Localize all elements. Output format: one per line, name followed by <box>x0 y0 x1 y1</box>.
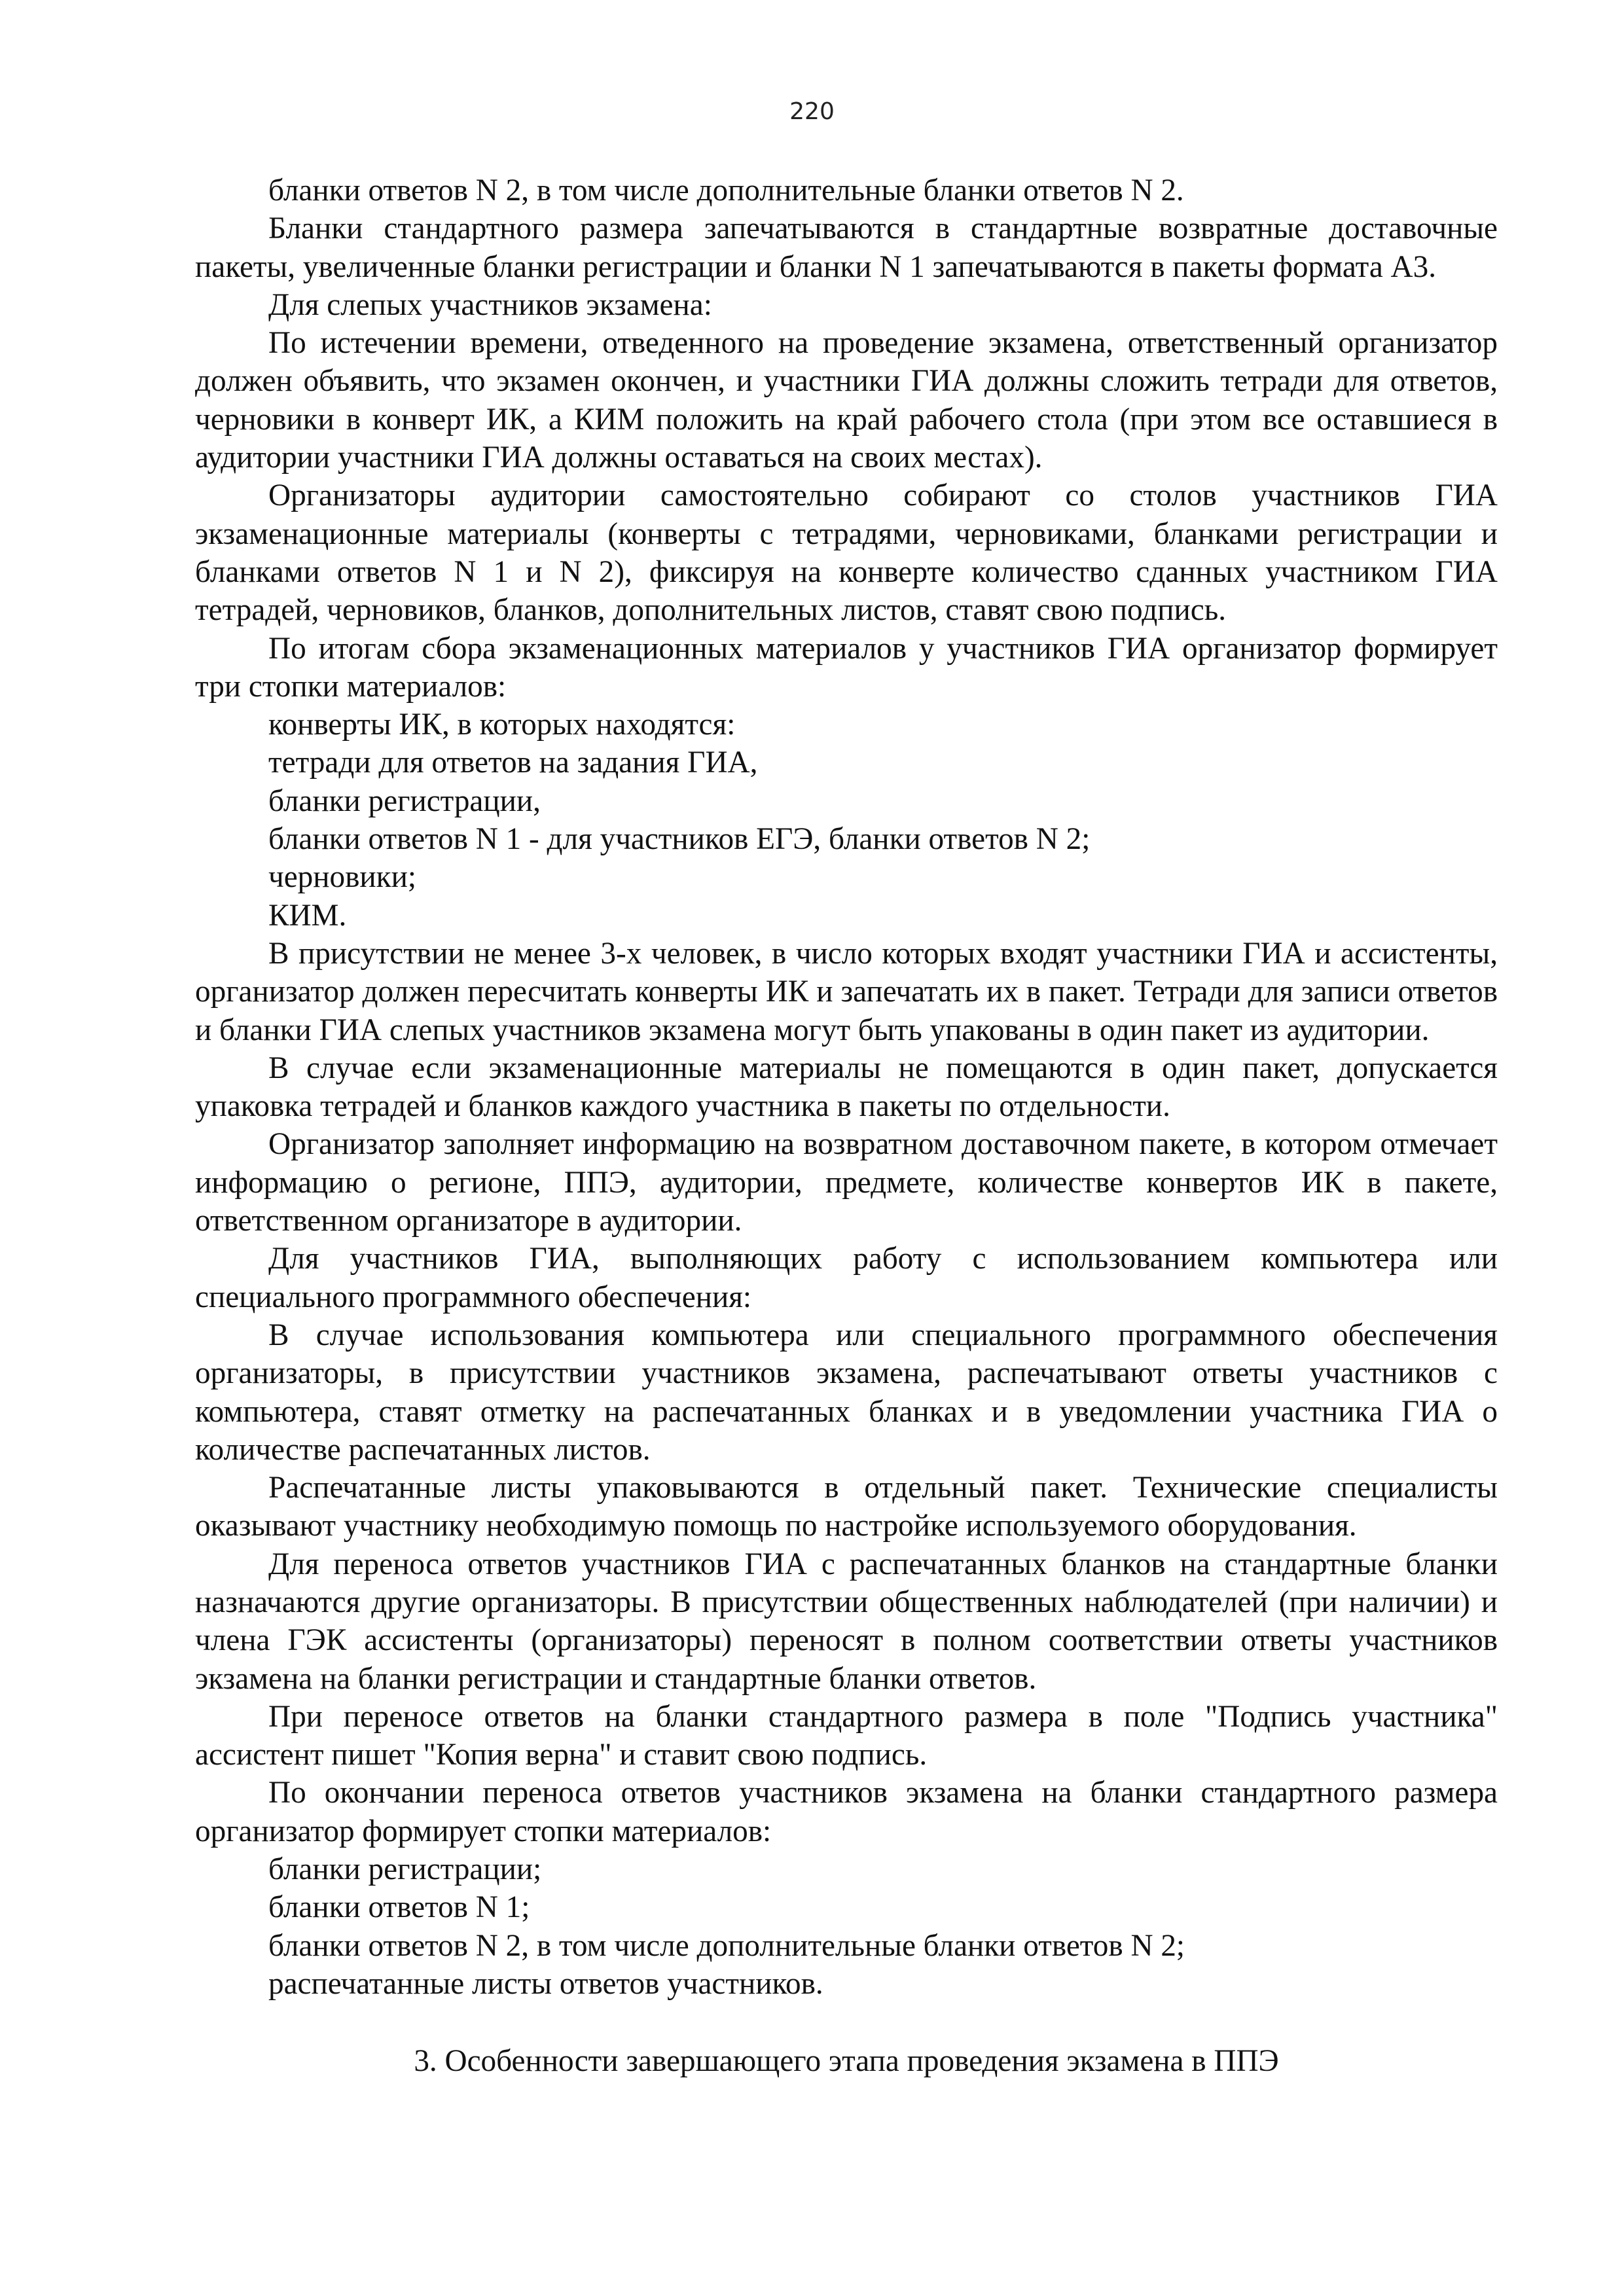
paragraph: Для участников ГИА, выполняющих работу с использованием компьютера или специального программного обеспечения: <box>195 1242 1498 1314</box>
list-line: бланки ответов N 2, в том числе дополнительные бланки ответов N 2; <box>268 1928 1185 1963</box>
paragraph: При переносе ответов на бланки стандартного размера в поле "Подпись участника" ассистент пишет "Копия верна" и ставит свою подпись. <box>195 1699 1498 1772</box>
paragraph: Для переноса ответов участников ГИА с распечатанных бланков на стандартные бланки назначаются другие организаторы. В присутствии общественных наблюдателей (при наличии) и члена ГЭК ассистенты (организаторы) переносят в полном соответствии ответы участников экзамена на бланки регистрации и стандартные бланки ответов. <box>195 1547 1498 1696</box>
list-line: бланки ответов N 1; <box>268 1890 530 1925</box>
document-body <box>195 171 1498 2081</box>
list-line: распечатанные листы ответов участников. <box>268 1966 823 2001</box>
paragraph: Организатор заполняет информацию на возвратном доставочном пакете, в котором отмечает информацию о регионе, ППЭ, аудитории, предмете, количестве конвертов ИК в пакете, ответственном организаторе в аудитории. <box>195 1127 1498 1238</box>
list-line: конверты ИК, в которых находятся: <box>268 708 736 742</box>
paragraph: Организаторы аудитории самостоятельно собирают со столов участников ГИА экзаменационные материалы (конверты с тетрадями, черновиками, бланками регистрации и бланками ответов N 1 и N 2), фиксируя на конверте количество сданных участником ГИА тетрадей, черновиков, бланков, дополнительных листов, ставят свою подпись. <box>195 478 1498 628</box>
list-line: бланки регистрации; <box>268 1852 542 1887</box>
paragraph: В случае использования компьютера или специального программного обеспечения организаторы, в присутствии участников экзамена, распечатывают ответы участников с компьютера, ставят отметку на распечатанных бланках и в уведомлении участника ГИА о количестве распечатанных листов. <box>195 1318 1498 1467</box>
list-line: тетради для ответов на задания ГИА, <box>268 745 758 780</box>
paragraph: По окончании переноса ответов участников экзамена на бланки стандартного размера организатор формирует стопки материалов: <box>195 1776 1498 1848</box>
list-line: бланки регистрации, <box>268 783 541 818</box>
paragraph: Распечатанные листы упаковываются в отдельный пакет. Технические специалисты оказывают участнику необходимую помощь по настройке используемого оборудования. <box>195 1471 1498 1543</box>
list-line: бланки ответов N 2, в том числе дополнительные бланки ответов N 2. <box>268 173 1184 207</box>
paragraph: По итогам сбора экзаменационных материалов у участников ГИА организатор формирует три стопки материалов: <box>195 631 1498 704</box>
list-line: КИМ. <box>268 898 347 933</box>
page-number: 220 <box>789 98 835 125</box>
list-line: черновики; <box>268 860 416 895</box>
paragraph: В присутствии не менее 3-х человек, в число которых входят участники ГИА и ассистенты, организатор должен пересчитать конверты ИК и запечатать их в пакет. Тетради для записи ответов и бланки ГИА слепых участников экзамена могут быть упакованы в один пакет из аудитории. <box>195 936 1498 1047</box>
section-heading: 3. Особенности завершающего этапа проведения экзамена в ППЭ <box>414 2044 1279 2079</box>
paragraph: Бланки стандартного размера запечатываются в стандартные возвратные доставочные пакеты, увеличенные бланки регистрации и бланки N 1 запечатываются в пакеты формата А3. <box>195 211 1498 284</box>
subheading-line: Для слепых участников экзамена: <box>268 287 712 322</box>
list-line: бланки ответов N 1 - для участников ЕГЭ, бланки ответов N 2; <box>268 822 1091 857</box>
paragraph: В случае если экзаменационные материалы не помещаются в один пакет, допускается упаковка тетрадей и бланков каждого участника в пакеты по отдельности. <box>195 1050 1498 1124</box>
paragraph: По истечении времени, отведенного на проведение экзамена, ответственный организатор должен объявить, что экзамен окончен, и участники ГИА должны сложить тетради для ответов, черновики в конверт ИК, а КИМ положить на край рабочего стола (при этом все оставшиеся в аудитории участники ГИА должны оставаться на своих местах). <box>195 326 1498 475</box>
